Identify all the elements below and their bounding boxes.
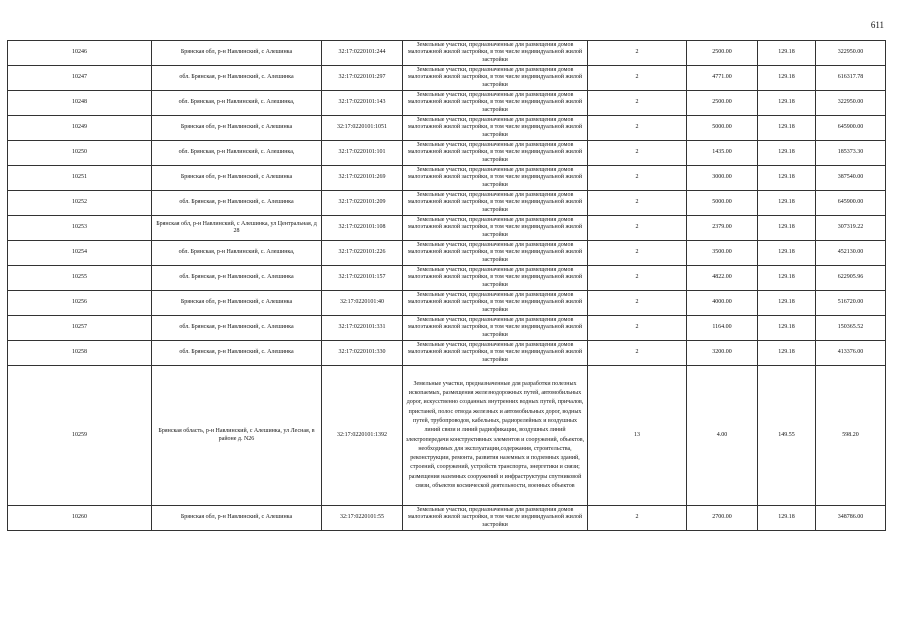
address-cell: Брянская обл, р-н Навлинский, с Алешинка (152, 291, 322, 316)
cadastral-value-cell: 150365.52 (816, 316, 886, 341)
table-row (8, 341, 886, 366)
cadastral-number-cell: 32:17:0220101:1392 (322, 366, 403, 506)
specific-value-cell: 129.18 (758, 241, 816, 266)
table-row (8, 291, 886, 316)
cadastral-value-cell: 645900.00 (816, 191, 886, 216)
group-cell: 2 (588, 141, 687, 166)
address-cell: Брянская обл, р-н Навлинский, с Алешинка (152, 166, 322, 191)
cadastral-number-cell: 32:17:0220101:55 (322, 506, 403, 531)
cadastral-value-cell: 645900.00 (816, 116, 886, 141)
cadastral-value-cell: 616317.78 (816, 66, 886, 91)
table-row (8, 191, 886, 216)
cadastral-value-cell: 622905.96 (816, 266, 886, 291)
specific-value-cell: 129.18 (758, 341, 816, 366)
page-number: 611 (870, 20, 884, 30)
group-cell: 2 (588, 291, 687, 316)
table-row (8, 216, 886, 241)
address-cell: обл. Брянская, р-н Навлинский, с. Алешинка (152, 191, 322, 216)
table-row (8, 316, 886, 341)
cadastral-number-cell: 32:17:0220101:143 (322, 91, 403, 116)
cadastral-value-cell: 452130.00 (816, 241, 886, 266)
area-cell: 2500.00 (687, 91, 758, 116)
table-row (8, 506, 886, 531)
address-cell: обл. Брянская, р-н Навлинский, с. Алешинка (152, 266, 322, 291)
address-cell: Брянская область, р-н Навлинский, с Алешинка, ул Лесная, в районе д. N26 (152, 366, 322, 506)
group-cell: 2 (588, 506, 687, 531)
area-cell: 2379.00 (687, 216, 758, 241)
permitted-use-cell: Земельные участки, предназначенные для размещения домов малоэтажной жилой застройки, в том числе индивидуальной жилой застройки (403, 91, 588, 116)
table-row (8, 366, 886, 506)
row-number: 10258 (8, 341, 152, 366)
permitted-use-cell: Земельные участки, предназначенные для размещения домов малоэтажной жилой застройки, в том числе индивидуальной жилой застройки (403, 316, 588, 341)
permitted-use-cell: Земельные участки, предназначенные для размещения домов малоэтажной жилой застройки, в том числе индивидуальной жилой застройки (403, 41, 588, 66)
row-number: 10252 (8, 191, 152, 216)
address-cell: обл. Брянская, р-н Навлинский, с. Алешинка, (152, 141, 322, 166)
row-number: 10247 (8, 66, 152, 91)
cadastral-number-cell: 32:17:0220101:101 (322, 141, 403, 166)
group-cell: 2 (588, 216, 687, 241)
group-cell: 2 (588, 116, 687, 141)
address-cell: Брянская обл, р-н Навлинский, с Алешинка (152, 116, 322, 141)
table-row (8, 66, 886, 91)
table-row (8, 116, 886, 141)
group-cell: 2 (588, 191, 687, 216)
table-row (8, 91, 886, 116)
cadastral-number-cell: 32:17:0220101:1051 (322, 116, 403, 141)
cadastral-value-cell: 387540.00 (816, 166, 886, 191)
area-cell: 4000.00 (687, 291, 758, 316)
permitted-use-cell: Земельные участки, предназначенные для размещения домов малоэтажной жилой застройки, в том числе индивидуальной жилой застройки (403, 191, 588, 216)
group-cell: 2 (588, 41, 687, 66)
cadastral-number-cell: 32:17:0220101:331 (322, 316, 403, 341)
permitted-use-cell: Земельные участки, предназначенные для размещения домов малоэтажной жилой застройки, в том числе индивидуальной жилой застройки (403, 291, 588, 316)
row-number: 10251 (8, 166, 152, 191)
group-cell: 2 (588, 166, 687, 191)
specific-value-cell: 129.18 (758, 116, 816, 141)
cadastral-number-cell: 32:17:0220101:330 (322, 341, 403, 366)
permitted-use-cell: Земельные участки, предназначенные для размещения домов малоэтажной жилой застройки, в том числе индивидуальной жилой застройки (403, 241, 588, 266)
address-cell: Брянская обл, р-н Навлинский, с Алешинка, ул Центральная, д 28 (152, 216, 322, 241)
area-cell: 2500.00 (687, 41, 758, 66)
cadastral-number-cell: 32:17:0220101:108 (322, 216, 403, 241)
table-row (8, 241, 886, 266)
address-cell: обл. Брянская, р-н Навлинский, с. Алешинка (152, 341, 322, 366)
group-cell: 2 (588, 316, 687, 341)
area-cell: 4822.00 (687, 266, 758, 291)
specific-value-cell: 129.18 (758, 291, 816, 316)
cadastral-value-cell: 413376.00 (816, 341, 886, 366)
group-cell: 2 (588, 91, 687, 116)
specific-value-cell: 129.18 (758, 506, 816, 531)
group-cell: 2 (588, 341, 687, 366)
address-cell: обл. Брянская, р-н Навлинский, с. Алешинка (152, 66, 322, 91)
specific-value-cell: 129.18 (758, 41, 816, 66)
permitted-use-cell: Земельные участки, предназначенные для размещения домов малоэтажной жилой застройки, в том числе индивидуальной жилой застройки (403, 166, 588, 191)
specific-value-cell: 129.18 (758, 191, 816, 216)
specific-value-cell: 129.18 (758, 141, 816, 166)
area-cell: 2700.00 (687, 506, 758, 531)
cadastral-number-cell: 32:17:0220101:244 (322, 41, 403, 66)
area-cell: 3200.00 (687, 341, 758, 366)
permitted-use-cell: Земельные участки, предназначенные для размещения домов малоэтажной жилой застройки, в том числе индивидуальной жилой застройки (403, 266, 588, 291)
area-cell: 5000.00 (687, 191, 758, 216)
specific-value-cell: 129.18 (758, 91, 816, 116)
row-number: 10255 (8, 266, 152, 291)
permitted-use-cell: Земельные участки, предназначенные для разработки полезных ископаемых, размещения железнодорожных путей, автомобильных дорог, искусственно созданных внутренних водных путей, причалов, пристаней, полос отвода железных и автомобильных дорог, водных путей, трубопроводов, кабельных, радиорелейных и воздушных линий связи и линий радиофикации, воздушных линий электропередачи конструктивных элементов и сооружений, объектов, необходимых для эксплуатации,содержания, строительства, реконструкции, ремонта, развития наземных и подземных зданий, строений, сооружений, устройств транспорта, энергетики и связи; размещения наземных сооружений и инфраструктуры спутниковой связи, объектов космической деятельности, военных объектов (403, 366, 588, 506)
permitted-use-cell: Земельные участки, предназначенные для размещения домов малоэтажной жилой застройки, в том числе индивидуальной жилой застройки (403, 506, 588, 531)
cadastral-value-cell: 348786.00 (816, 506, 886, 531)
table-row (8, 41, 886, 66)
specific-value-cell: 129.18 (758, 66, 816, 91)
row-number: 10260 (8, 506, 152, 531)
cadastral-number-cell: 32:17:0220101:157 (322, 266, 403, 291)
specific-value-cell: 129.18 (758, 266, 816, 291)
row-number: 10249 (8, 116, 152, 141)
area-cell: 1164.00 (687, 316, 758, 341)
group-cell: 13 (588, 366, 687, 506)
address-cell: Брянская обл, р-н Навлинский, с Алешинка (152, 41, 322, 66)
permitted-use-cell: Земельные участки, предназначенные для размещения домов малоэтажной жилой застройки, в том числе индивидуальной жилой застройки (403, 216, 588, 241)
area-cell: 3000.00 (687, 166, 758, 191)
row-number: 10246 (8, 41, 152, 66)
address-cell: Брянская обл, р-н Навлинский, с Алешинка (152, 506, 322, 531)
cadastral-value-table (7, 40, 886, 531)
cadastral-number-cell: 32:17:0220101:297 (322, 66, 403, 91)
cadastral-number-cell: 32:17:0220101:209 (322, 191, 403, 216)
address-cell: обл. Брянская, р-н Навлинский, с. Алешинка, (152, 241, 322, 266)
cadastral-number-cell: 32:17:0220101:40 (322, 291, 403, 316)
row-number: 10248 (8, 91, 152, 116)
row-number: 10256 (8, 291, 152, 316)
row-number: 10250 (8, 141, 152, 166)
cadastral-value-cell: 322950.00 (816, 91, 886, 116)
address-cell: обл. Брянская, р-н Навлинский, с. Алешинка (152, 316, 322, 341)
address-cell: обл. Брянская, р-н Навлинский, с. Алешинка, (152, 91, 322, 116)
specific-value-cell: 129.18 (758, 316, 816, 341)
cadastral-number-cell: 32:17:0220101:269 (322, 166, 403, 191)
group-cell: 2 (588, 241, 687, 266)
table-row (8, 141, 886, 166)
row-number: 10254 (8, 241, 152, 266)
cadastral-value-cell: 185373.30 (816, 141, 886, 166)
specific-value-cell: 129.18 (758, 166, 816, 191)
area-cell: 4771.00 (687, 66, 758, 91)
permitted-use-cell: Земельные участки, предназначенные для размещения домов малоэтажной жилой застройки, в том числе индивидуальной жилой застройки (403, 141, 588, 166)
row-number: 10259 (8, 366, 152, 506)
permitted-use-cell: Земельные участки, предназначенные для размещения домов малоэтажной жилой застройки, в том числе индивидуальной жилой застройки (403, 341, 588, 366)
area-cell: 1435.00 (687, 141, 758, 166)
cadastral-value-cell: 307319.22 (816, 216, 886, 241)
cadastral-value-cell: 598.20 (816, 366, 886, 506)
permitted-use-cell: Земельные участки, предназначенные для размещения домов малоэтажной жилой застройки, в том числе индивидуальной жилой застройки (403, 66, 588, 91)
permitted-use-cell: Земельные участки, предназначенные для размещения домов малоэтажной жилой застройки, в том числе индивидуальной жилой застройки (403, 116, 588, 141)
area-cell: 5000.00 (687, 116, 758, 141)
cadastral-number-cell: 32:17:0220101:226 (322, 241, 403, 266)
table-row (8, 266, 886, 291)
group-cell: 2 (588, 266, 687, 291)
area-cell: 4.00 (687, 366, 758, 506)
specific-value-cell: 129.18 (758, 216, 816, 241)
group-cell: 2 (588, 66, 687, 91)
table-row (8, 166, 886, 191)
cadastral-value-cell: 322950.00 (816, 41, 886, 66)
specific-value-cell: 149.55 (758, 366, 816, 506)
row-number: 10253 (8, 216, 152, 241)
cadastral-value-cell: 516720.00 (816, 291, 886, 316)
area-cell: 3500.00 (687, 241, 758, 266)
row-number: 10257 (8, 316, 152, 341)
